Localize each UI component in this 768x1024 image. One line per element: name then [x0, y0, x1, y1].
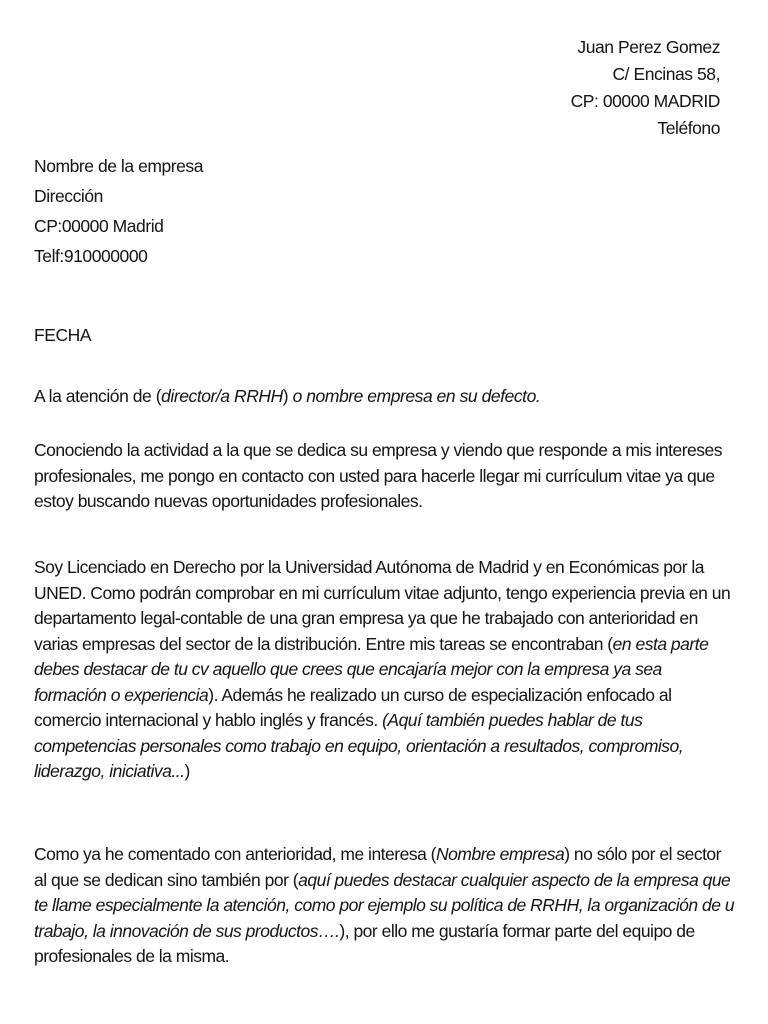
paragraph-text: Como ya he comentado con anterioridad, me interesa ( [34, 844, 437, 864]
attention-line [34, 382, 540, 410]
paragraph-line [34, 868, 744, 894]
paragraph-line [34, 708, 744, 734]
paragraph-line [34, 683, 744, 709]
paragraph-text: ), por ello me gustaría formar parte del equipo de [339, 920, 695, 941]
paragraph-line [34, 734, 744, 760]
paragraph-line: departamento legal-contable de una gran empresa ya que he trabajado con anterioridad en [34, 608, 698, 628]
paragraph-line [34, 632, 744, 658]
paragraph-line [34, 893, 744, 919]
paragraph-note: en esta parte [612, 633, 709, 654]
paragraph-line [34, 919, 744, 945]
paragraph-experience [34, 555, 744, 785]
paragraph-line [34, 842, 744, 868]
paragraph-note: liderazgo, iniciativa... [34, 761, 185, 781]
paragraph-note: trabajo, la innovación de sus productos…. [34, 920, 340, 941]
paragraph-line: Soy Licenciado en Derecho por la Universidad Autónoma de Madrid y en Económicas por la [34, 557, 705, 577]
sender-block [571, 34, 720, 142]
recipient-phone: Telf:910000000 [34, 246, 148, 266]
paragraph-note: aquí puedes destacar cualquier aspecto de la empresa que [298, 869, 731, 890]
paragraph-note: debes destacar de tu cv aquello que crees que encajaría mejor con la empresa ya sea [34, 659, 662, 679]
sender-postal: CP: 00000 MADRID [570, 91, 720, 111]
paragraph-note: te llame especialmente la atención, como por ejemplo su política de RRHH, la organización de u [34, 895, 735, 915]
paragraph-line [34, 657, 744, 683]
paragraph-line: estoy buscando nuevas oportunidades profesionales. [34, 491, 423, 511]
paragraph-intro [34, 438, 744, 515]
paragraph-text: varias empresas del sector de la distribución. Entre mis tareas se encontraban ( [34, 633, 613, 654]
paragraph-interest [34, 842, 744, 970]
attention-middle: ) [282, 386, 293, 406]
attention-recipient: director/a RRHH [161, 386, 283, 406]
paragraph-line: UNED. Como podrán comprobar en mi currículum vitae adjunto, tengo experiencia previa en un [34, 582, 731, 603]
paragraph-note: formación o experiencia [34, 684, 209, 705]
paragraph-text: al que se dedican sino también por ( [34, 869, 299, 890]
paragraph-note: competencias personales como trabajo en equipo, orientación a resultados, compromiso, [34, 735, 684, 756]
recipient-address: Dirección [34, 186, 103, 206]
paragraph-text: ) no sólo por el sector [564, 844, 721, 864]
sender-street: C/ Encinas 58, [612, 64, 720, 84]
sender-name: Juan Perez Gomez [577, 37, 720, 57]
paragraph-text: ). Además he realizado un curso de especialización enfocado al [208, 684, 672, 705]
sender-phone: Teléfono [657, 118, 720, 138]
letter-date: FECHA [34, 325, 92, 345]
paragraph-line: profesionales de la misma. [34, 946, 230, 966]
recipient-postal: CP:00000 Madrid [34, 216, 164, 236]
recipient-company: Nombre de la empresa [34, 156, 203, 176]
paragraph-note: Nombre empresa [436, 844, 565, 864]
paragraph-text: comercio internacional y hablo inglés y francés. [34, 710, 383, 730]
paragraph-text: ) [184, 761, 190, 781]
recipient-block [34, 151, 203, 271]
paragraph-note: (Aquí también puedes hablar de tus [382, 710, 643, 730]
paragraph-line: Conociendo la actividad a la que se dedica su empresa y viendo que responde a mis intereses [34, 440, 723, 460]
paragraph-line: profesionales, me pongo en contacto con usted para hacerle llegar mi currículum vitae ya que [34, 465, 715, 486]
attention-prefix: A la atención de ( [34, 386, 162, 406]
paragraph-line [34, 759, 744, 785]
attention-note: o nombre empresa en su defecto. [292, 386, 541, 406]
